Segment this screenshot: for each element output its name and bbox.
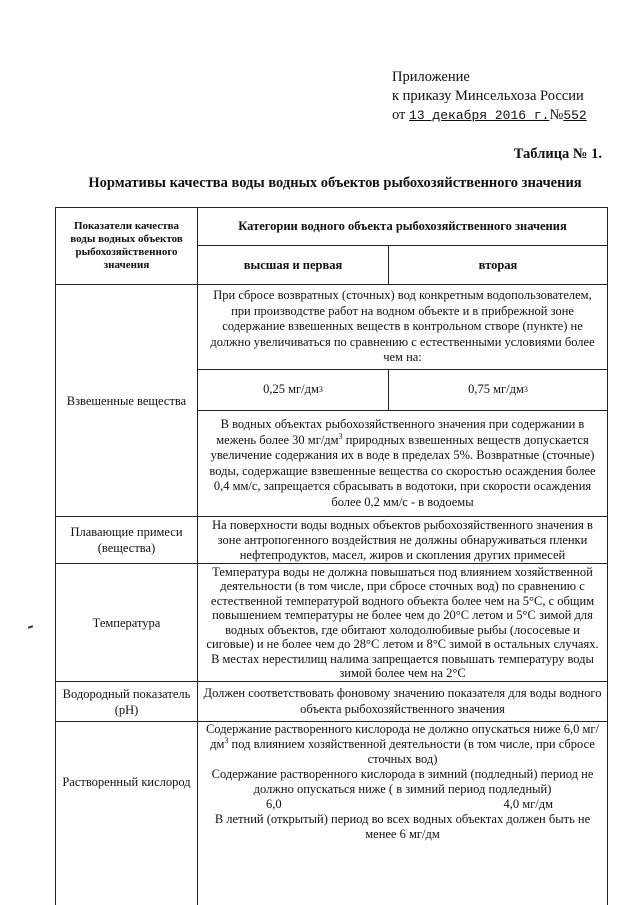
order-number: 552 — [563, 108, 587, 123]
oxygen-value-high: 6,0 — [266, 797, 282, 811]
date-value: 13 декабря 2016 г. — [409, 108, 550, 123]
indicator-header: Показатели качества воды водных объектов рыбохозяйственного значения — [70, 220, 183, 271]
suspended-value-second: 0,75 мг/дм 3 — [468, 382, 528, 397]
category-high-header: высшая и первая — [243, 257, 343, 272]
floating-text: На поверхности воды водных объектов рыбохозяйственного значения в зоне антропогенного воздействия не должны обнаруживаться пленки нефтепродуктов, масел, жиров и скопления других примесей — [212, 517, 593, 562]
categories-header: Категории водного объекта рыбохозяйственного значения — [238, 219, 567, 233]
oxygen-value-second: 4,0 мг/дм — [503, 797, 553, 811]
temperature-text: Температура воды не должна повышаться под влиянием хозяйственной деятельности (в том числе, при сбросе сточных вод) по сравнению с естественной температурой водного объекта более чем на 5°С, с общим повышением температуры не более чем до 20°С летом и 5°С зимой для водных объектов, где обитают холодолюбивые рыбы (лососевые и сиговые) и не более чем до 28°С летом и 8°С зимой в остальных случаях. В местах нерестилищ налима запрещается повышать температуру воды зимой более чем на 2°С — [206, 564, 599, 680]
document-title: Нормативы качества воды водных объектов рыбохозяйственного значения — [88, 175, 582, 191]
oxygen-text-c: В летний (открытый) период во всех водных объектах должен быть не менее 6 мг/дм — [214, 812, 591, 841]
suspended-value-high: 0,25 мг/дм 3 — [263, 382, 323, 397]
ph-text: Должен соответствовать фоновому значению показателя для воды водного объекта рыбохозяйственного значения — [203, 686, 602, 716]
oxygen-values — [202, 797, 603, 812]
oxygen-text-b: Содержание растворенного кислорода в зимний (подледный) период не должно опускаться ниже ( в зимний период подледный) — [211, 767, 594, 796]
suspended-text-top: При сбросе возвратных (сточных) вод конкретным водопользователем, при производстве работ на водном объекте и в прибрежной зоне содержание взвешенных веществ в контрольном створе (пункте) не должно увеличиваться по сравнению с естественными условиями более чем на: — [210, 288, 595, 365]
appendix-line: Приложение — [392, 69, 470, 85]
row-label-temperature: Температура — [92, 615, 161, 630]
oxygen-cell — [198, 722, 607, 842]
row-label-ph: Водородный показатель (рН) — [62, 686, 191, 717]
order-line: к приказу Минсельхоза России — [392, 88, 584, 104]
oxygen-text-a: Содержание растворенного кислорода не должно опускаться ниже 6,0 $мг/дм^3$ под влиянием хозяйственной деятельности (в том числе, при сбросе сточных вод) — [205, 722, 600, 766]
number-sign: № — [549, 107, 564, 123]
row-label-suspended: Взвешенные вещества — [66, 393, 187, 408]
row-label-oxygen: Растворенный кислород — [62, 775, 191, 789]
row-label-floating: Плавающие примеси (вещества) — [70, 525, 183, 555]
table-label: Таблица № 1. — [513, 146, 602, 162]
date-prefix: от — [392, 107, 406, 123]
category-second-header: вторая — [478, 257, 518, 272]
suspended-text-bottom: В водных объектах рыбохозяйственного значения при содержании в межень более 30 $мг/дм^3$ природных взвешенных веществ допускается увеличение содержания их в воде в пределах 5%. Возвратные (сточные) воды, содержащие взвешенные вещества со скоростью осаждения более 0,4 мм/с, запрещается сбрасывать в водотоки, при скорости осаждения более 0,2 мм/с - в водоемы — [209, 417, 596, 509]
